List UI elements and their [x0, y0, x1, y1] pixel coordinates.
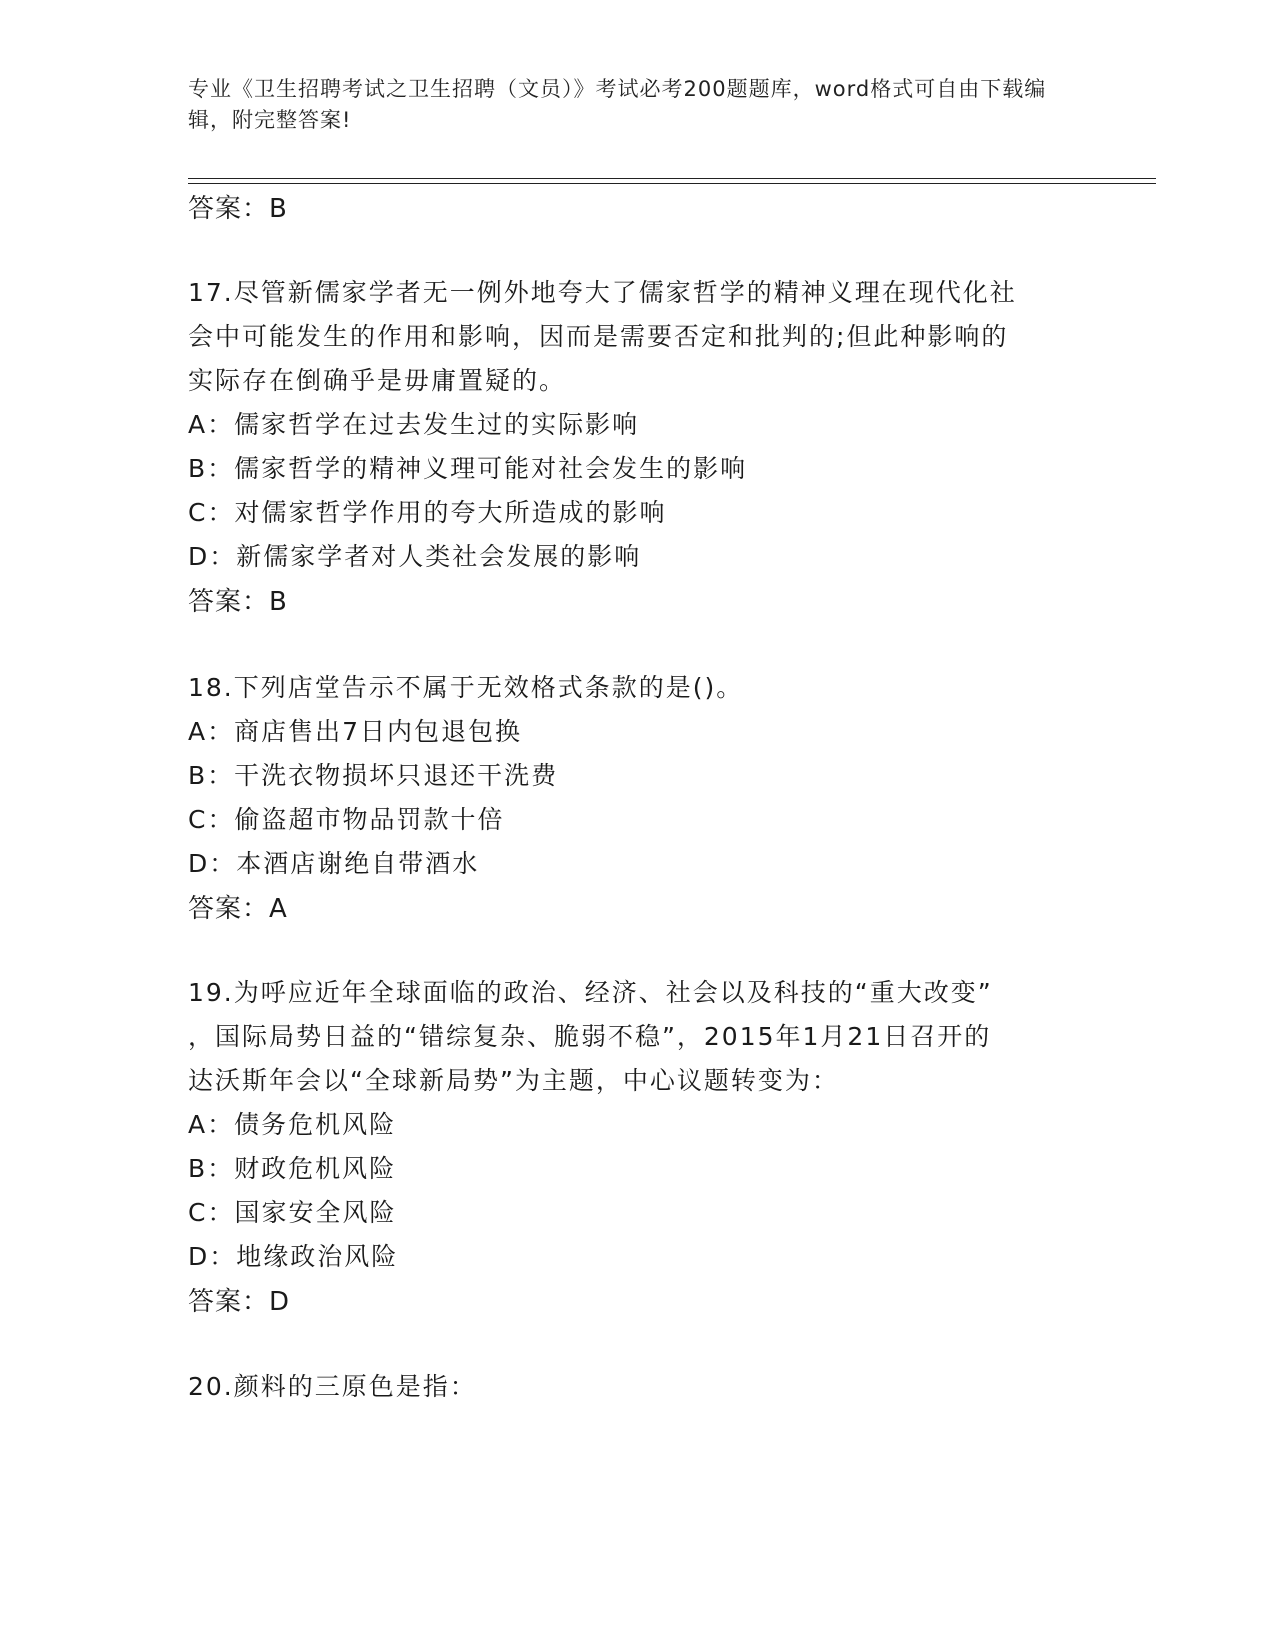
- page-header: 专业《卫生招聘考试之卫生招聘（文员）》考试必考200题题库，word格式可自由下载编辑，附完整答案!: [188, 77, 1047, 132]
- answer-line: 答案：B: [188, 194, 288, 224]
- question-18-answer: 答案：A: [188, 894, 288, 924]
- question-17-line-1: 17.尽管新儒家学者无一例外地夸大了儒家哲学的精神义理在现代化社: [188, 278, 1017, 307]
- question-18-line-1: 18.下列店堂告示不属于无效格式条款的是()。: [188, 673, 744, 702]
- question-19-option-b: B：财政危机风险: [188, 1154, 397, 1183]
- header-rule-bottom: [188, 183, 1156, 184]
- question-18-option-b: B：干洗衣物损坏只退还干洗费: [188, 761, 559, 790]
- question-17-option-b: B：儒家哲学的精神义理可能对社会发生的影响: [188, 454, 748, 483]
- question-19-option-a: A：债务危机风险: [188, 1110, 397, 1139]
- question-17-option-d: D：新儒家学者对人类社会发展的影响: [188, 542, 642, 571]
- question-18-option-d: D：本酒店谢绝自带酒水: [188, 849, 480, 878]
- question-19-answer: 答案：D: [188, 1287, 291, 1317]
- question-19-line-2: ，国际局势日益的“错综复杂、脆弱不稳”，2015年1月21日召开的: [188, 1022, 992, 1051]
- question-17-line-3: 实际存在倒确乎是毋庸置疑的。: [188, 366, 567, 395]
- question-20-line-1: 20.颜料的三原色是指：: [188, 1372, 477, 1401]
- question-17-answer: 答案：B: [188, 587, 288, 617]
- question-17-option-a: A：儒家哲学在过去发生过的实际影响: [188, 410, 640, 439]
- question-17-line-2: 会中可能发生的作用和影响，因而是需要否定和批判的;但此种影响的: [188, 322, 1009, 351]
- question-18-option-a: A：商店售出7日内包退包换: [188, 717, 523, 746]
- question-19-line-3: 达沃斯年会以“全球新局势”为主题，中心议题转变为：: [188, 1066, 839, 1095]
- question-19-option-d: D：地缘政治风险: [188, 1242, 399, 1271]
- header-rule-top: [188, 178, 1156, 179]
- question-17-option-c: C：对儒家哲学作用的夸大所造成的影响: [188, 498, 667, 527]
- question-19-line-1: 19.为呼应近年全球面临的政治、经济、社会以及科技的“重大改变”: [188, 978, 993, 1007]
- question-18-option-c: C：偷盗超市物品罚款十倍: [188, 805, 505, 834]
- question-19-option-c: C：国家安全风险: [188, 1198, 397, 1227]
